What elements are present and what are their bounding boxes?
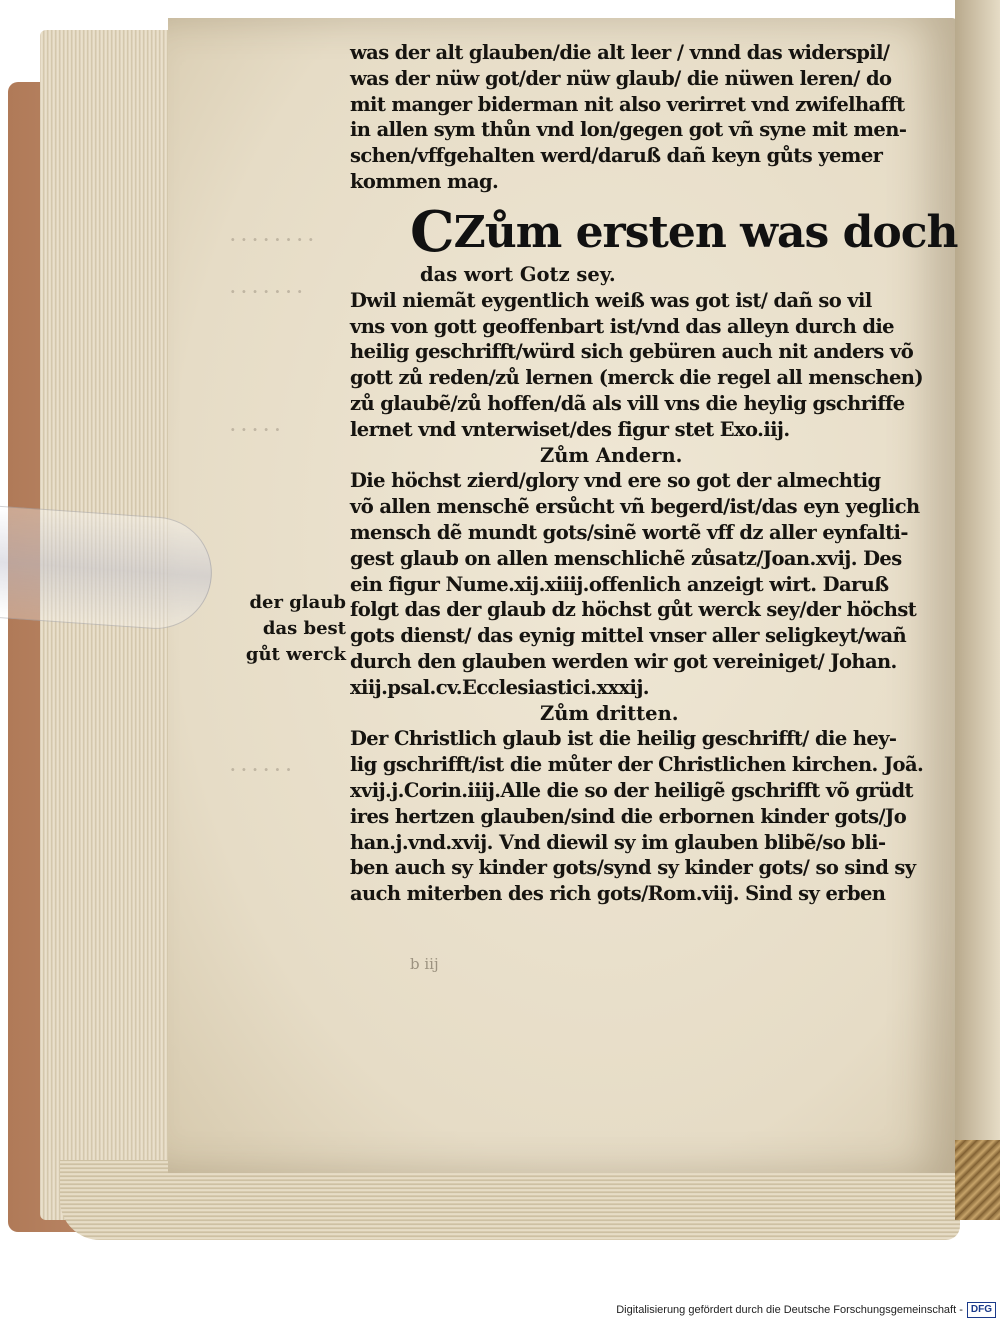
text-line: durch den glauben werden wir got vereiniget/ Johan.	[350, 649, 897, 673]
facing-page-edge	[955, 0, 1000, 1190]
dfg-logo: DFG	[967, 1302, 996, 1318]
text-line: han.j.vnd.xvij. Vnd diewil sy im glauben blibẽ/so bli-	[350, 830, 886, 854]
show-through-text: · · · · · · · ·	[230, 230, 314, 249]
text-line: schen/vffgehalten werd/daruß dañ keyn gůts yemer	[350, 144, 883, 168]
show-through-text: · · · · ·	[230, 420, 281, 439]
text-line: ires hertzen glauben/sind die erbornen kinder gots/Jo	[350, 804, 907, 828]
text-line: mit manger biderman nit also verirret vnd zwifelhafft	[350, 92, 905, 116]
heading-text: Zům ersten was doch	[453, 207, 958, 258]
text-line: gott zů reden/zů lernen (merck die regel all menschen)	[350, 366, 923, 390]
paragraph-3	[350, 726, 924, 907]
paragraph-1	[350, 288, 923, 443]
margin-note-line: der glaub	[249, 592, 346, 613]
paragraph-2	[350, 468, 920, 700]
show-through-text: · · · · · · ·	[230, 282, 303, 301]
text-line: lig gschrifft/ist die můter der Christlichen kirchen. Joã.	[350, 753, 924, 777]
text-line: Die höchst zierd/glory vnd ere so got der almechtig	[350, 469, 881, 493]
chapter-heading	[410, 199, 958, 265]
text-line: was der nüw got/der nüw glaub/ die nüwen leren/ do	[350, 66, 892, 90]
footer-bar	[0, 1300, 1000, 1320]
text-line: zů glaubẽ/zů hoffen/dã als vill vns die heylig gschriffe	[350, 391, 905, 415]
text-line: gots dienst/ das eynig mittel vnser aller seligkeyt/wañ	[350, 624, 907, 648]
subheading: das wort Gotz sey.	[420, 263, 616, 286]
text-line: lernet vnd vnterwiset/des figur stet Exo.iij.	[350, 417, 790, 441]
text-block	[350, 40, 920, 195]
text-line: kommen mag.	[350, 169, 499, 193]
heading-initial: C	[410, 199, 454, 265]
margin-note	[244, 590, 346, 668]
paragraph-intro	[350, 40, 920, 195]
text-line: Der Christlich glaub ist die heilig geschrifft/ die hey-	[350, 727, 897, 751]
margin-note-line: das best	[262, 618, 346, 639]
text-line: Dwil niemãt eygentlich weiß was got ist/ dañ so vil	[350, 288, 872, 312]
text-line: võ allen menschẽ ersůcht vñ begerd/ist/das eyn yeglich	[350, 495, 920, 519]
text-line: was der alt glauben/die alt leer / vnnd das widerspil/	[350, 41, 890, 64]
footer-text: Digitalisierung gefördert durch die Deutsche Forschungsgemeinschaft -	[616, 1304, 963, 1316]
text-line: ben auch sy kinder gots/synd sy kinder gots/ so sind sy	[350, 856, 916, 880]
section-heading-2: Zům Andern.	[540, 443, 683, 467]
text-line: folgt das der glaub dz höchst gůt werck sey/der höchst	[350, 598, 917, 622]
text-line: xvij.j.Corin.iiij.Alle die so der heiligẽ gschrifft võ grüdt	[350, 778, 913, 802]
section-heading-3: Zům dritten.	[540, 701, 679, 725]
text-line: auch miterben des rich gots/Rom.viij. Sind sy erben	[350, 882, 886, 906]
margin-note-line: gůt werck	[245, 644, 346, 665]
text-line: mensch dẽ mundt gots/sinẽ wortẽ vff dz aller eynfalti-	[350, 520, 908, 544]
text-line: ein figur Nume.xij.xiiij.offenlich anzeigt wirt. Daruß	[350, 572, 889, 596]
text-line: gest glaub on allen menschlichẽ zůsatz/Joan.xvij. Des	[350, 546, 902, 570]
text-line: vns von gott geoffenbart ist/vnd das alleyn durch die	[350, 314, 894, 338]
text-block-2	[350, 262, 924, 907]
text-line: in allen sym thůn vnd lon/gegen got vñ syne mit men-	[350, 118, 907, 142]
text-line: heilig geschrifft/würd sich gebüren auch nit anders võ	[350, 340, 914, 364]
signature-mark: b iij	[410, 955, 439, 973]
show-through-text: · · · · · ·	[230, 760, 292, 779]
text-line: xiij.psal.cv.Ecclesiastici.xxxij.	[350, 675, 649, 699]
binding-spine	[955, 1140, 1000, 1220]
